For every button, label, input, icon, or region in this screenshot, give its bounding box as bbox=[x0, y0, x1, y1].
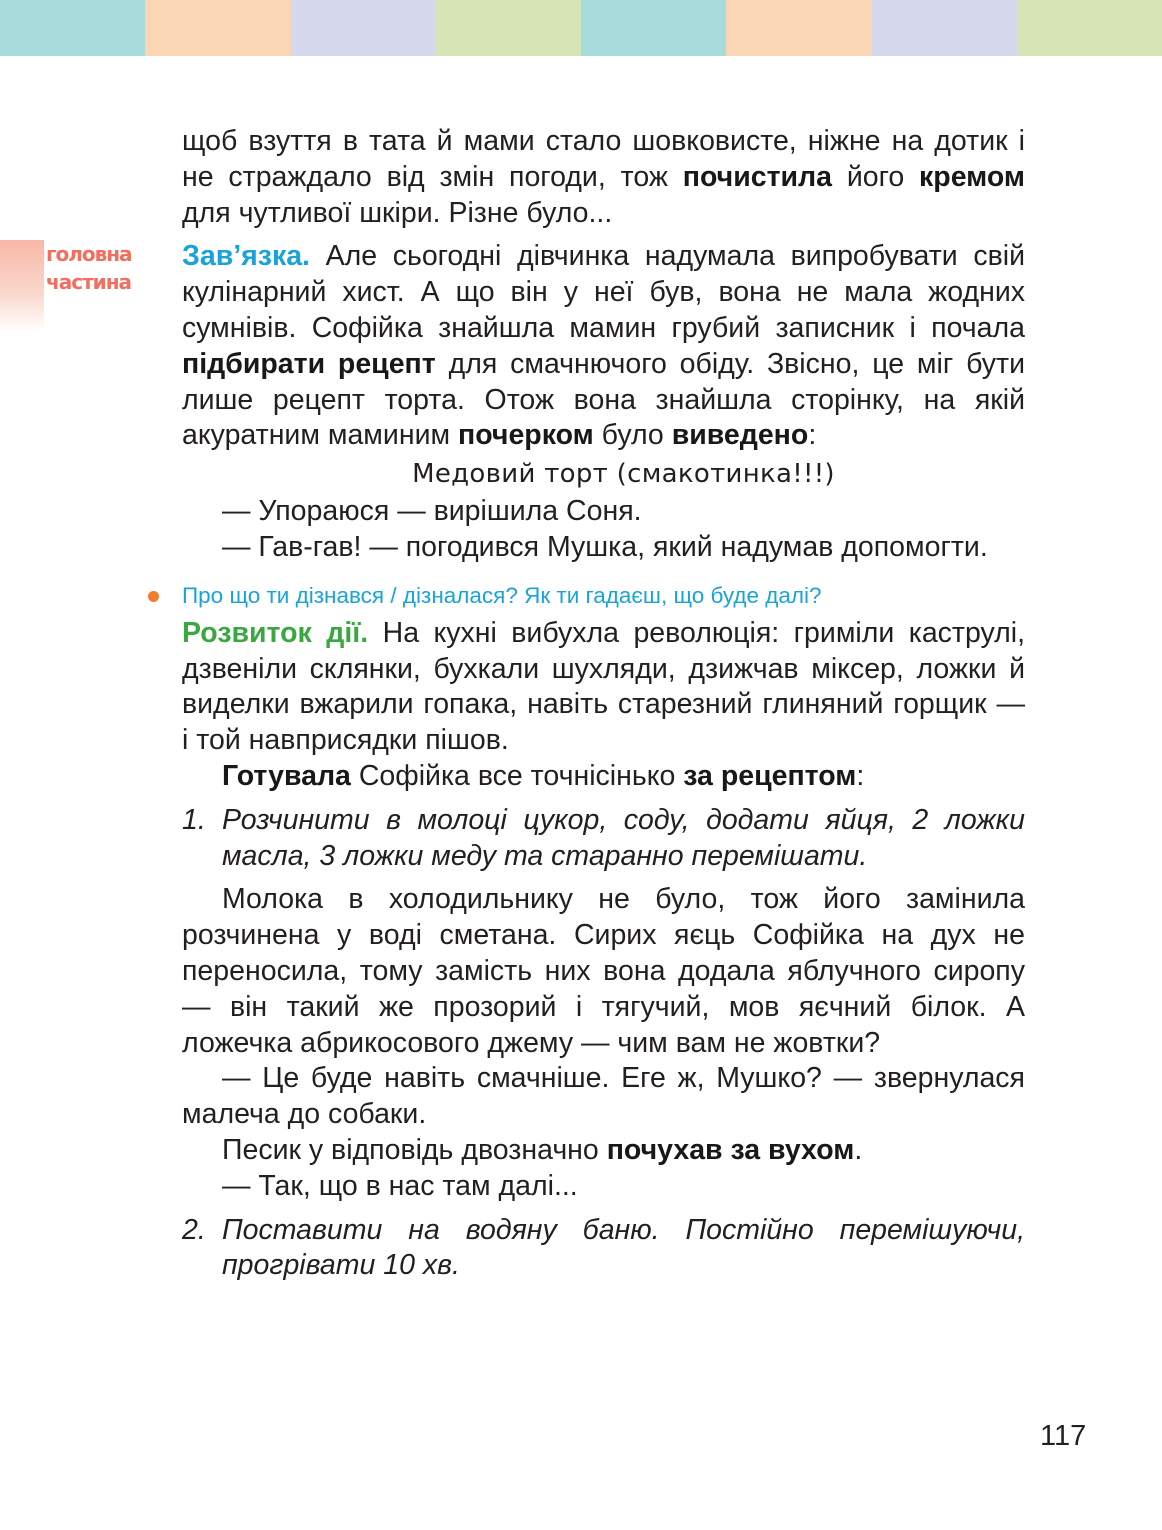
paragraph-dog bbox=[182, 1133, 1025, 1169]
main-text bbox=[182, 124, 1025, 1284]
top-band bbox=[872, 0, 1017, 56]
paragraph-rozvytok bbox=[182, 616, 1025, 759]
text-run: було bbox=[593, 419, 672, 452]
paragraph-substitutes: Молока в холодильнику не було, тож його замінила розчинена у воді сметана. Сирих яєць Софійка на дух не переносила, тому замість них вона додала яблучного сиропу — він такий же прозорий і тягучий, мов яєчний білок. А ложечка абрикосового джему — чим вам не жовтки? bbox=[182, 883, 1025, 1059]
text-run: для чутливої шкіри. Різне було... bbox=[182, 196, 613, 229]
margin-label-line: головна bbox=[46, 242, 132, 266]
step-number: 2. bbox=[182, 1213, 206, 1246]
text-run: його bbox=[832, 160, 920, 193]
text-run: На кухні вибухла революція: гриміли каструлі, дзвеніли склянки, бухкали шухляди, дзижчав міксер, ложки й виделки вжарили гопака, навіть старезний глиняний горщик — і той навприсядки пішов. bbox=[182, 616, 1026, 757]
dialog-line: — Гав-гав! — погодився Мушка, який надумав допомогти. bbox=[222, 530, 988, 563]
text-run: : bbox=[808, 419, 817, 452]
top-band bbox=[0, 0, 145, 56]
text-run: Песик у відповідь двозначно bbox=[222, 1133, 607, 1166]
recipe-step bbox=[182, 803, 1025, 875]
text-run: . bbox=[854, 1133, 863, 1166]
section-heading-rozvytok: Розвиток дії. bbox=[182, 616, 369, 649]
paragraph-zavyazka bbox=[182, 239, 1025, 454]
top-band bbox=[1017, 0, 1162, 56]
bold-term: почухав за вухом bbox=[606, 1133, 855, 1166]
top-band bbox=[145, 0, 290, 56]
text-run: для смачнючого обіду. Звісно, це міг бути лише рецепт торта. Отож вона знайшла сторінку, на якій акуратним маминим bbox=[182, 347, 1025, 452]
recipe-title: Медовий торт (смакотинка!!!) bbox=[412, 459, 835, 490]
paragraph-intro bbox=[182, 124, 1025, 231]
bold-term: почистила bbox=[682, 160, 832, 193]
section-margin-label bbox=[46, 240, 136, 296]
text-run: щоб взуття в тата й мами стало шовковисте, ніжне на дотик і не страждало від змін погоди, тож bbox=[182, 125, 1025, 193]
step-text: Поставити на водяну баню. Постійно перемішуючи, прогрівати 10 хв. bbox=[222, 1213, 1025, 1282]
bold-term: Готувала bbox=[222, 759, 351, 792]
recipe-step bbox=[182, 1213, 1025, 1285]
margin-label-line: частина bbox=[46, 270, 132, 294]
bold-term: почерком bbox=[458, 419, 594, 452]
step-number: 1. bbox=[182, 803, 206, 836]
dialog-line: — Так, що в нас там далі... bbox=[222, 1169, 578, 1202]
dialog-line: — Це буде навіть смачніше. Еге ж, Мушко? — звернулася малеча до собаки. bbox=[182, 1062, 1025, 1131]
text-run: Але сьогодні дівчинка надумала випробувати свій кулінарний хист. А що він у неї був, вона не мала жодних сумнівів. Софійка знайшла мамин грубий записник і почала bbox=[182, 240, 1025, 344]
top-band bbox=[436, 0, 581, 56]
text-run: : bbox=[856, 759, 865, 792]
bold-term: кремом bbox=[919, 160, 1025, 193]
text-run: Софійка все точнісінько bbox=[350, 759, 684, 792]
bold-term: за рецептом bbox=[683, 759, 857, 792]
top-band bbox=[581, 0, 726, 56]
top-band bbox=[726, 0, 871, 56]
bold-term: підбирати рецепт bbox=[182, 347, 436, 380]
margin-tab-decoration bbox=[0, 240, 44, 332]
top-color-bands bbox=[0, 0, 1162, 56]
bold-term: виведено bbox=[671, 419, 809, 452]
page-number: 117 bbox=[1040, 1420, 1087, 1452]
dialog-line: — Упораюся — вирішила Соня. bbox=[222, 495, 642, 528]
top-band bbox=[291, 0, 436, 56]
step-text: Розчинити в молоці цукор, соду, додати яйця, 2 ложки масла, 3 ложки меду та старанно перемішати. bbox=[222, 803, 1025, 872]
paragraph-recipe-intro bbox=[182, 759, 1025, 795]
question-prompt bbox=[182, 580, 1025, 612]
bullet-dot-icon bbox=[148, 591, 159, 602]
question-text: Про що ти дізнався / дізналася? Як ти гадаєш, що буде далі? bbox=[182, 582, 822, 608]
section-heading-zavyazka: Зав’язка. bbox=[182, 240, 310, 273]
